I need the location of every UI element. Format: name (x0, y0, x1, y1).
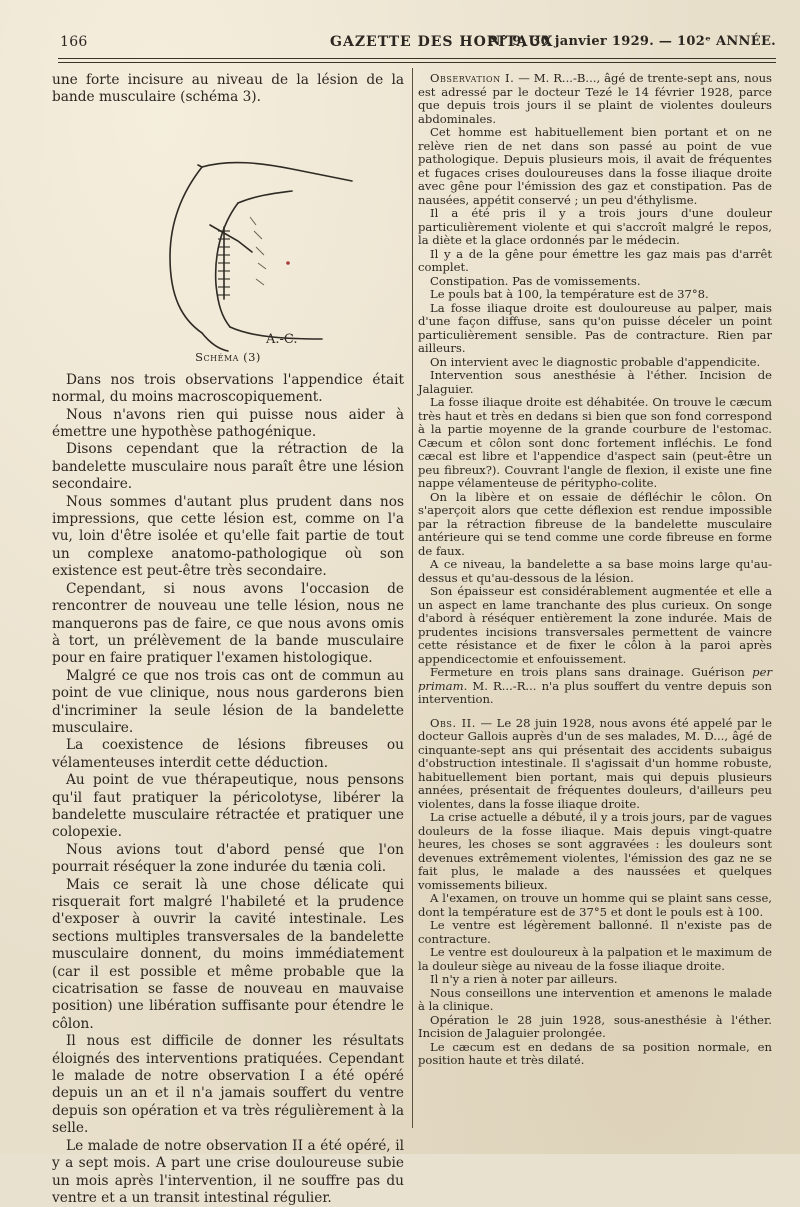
paragraph: une forte incisure au niveau de la lésion de la bande musculaire (schéma 3). (52, 72, 404, 106)
caption-label: Schéma (195, 349, 239, 364)
paragraph: On la libère et on essaie de défléchir le côlon. On s'aperçoit alors que cette déflexion est rendue impossible par la rétraction fibreuse de la bandelette musculaire antérieure qui se tend comme une corde fibreuse en forme de faux. (418, 489, 772, 558)
column-divider (412, 68, 413, 1128)
paragraph: Nous sommes d'autant plus prudent dans nos impressions, que cette lésion est, comme on l'a vu, loin d'être isolée et qu'elle fait partie de tout un complexe anatomo-pathologique où son existence est peut-être très secondaire. (52, 493, 404, 580)
text-run-italic: per primam. (418, 665, 772, 693)
paragraph: La coexistence de lésions fibreuses ou vélamenteuses interdit cette déduction. (52, 737, 404, 771)
paragraph: On intervient avec le diagnostic probable d'appendicite. (430, 354, 761, 369)
red-mark (286, 261, 290, 265)
paragraph: Constipation. Pas de vomissements. (430, 273, 641, 288)
paragraph: Le malade de notre observation II a été opéré, il y a sept mois. A part une crise douloureuse subie un mois après l'intervention, il ne souffre pas du ventre et a un transit intestinal régulier. (52, 1137, 404, 1206)
caption-number: (3) (243, 349, 261, 364)
paragraph: Il y a de la gêne pour émettre les gaz mais pas d'arrêt complet. (418, 246, 772, 274)
paragraph: Son épaisseur est considérablement augmentée et elle a un aspect en lame tranchante des plus curieux. On songe d'abord à réséquer entièrement la zone indurée. Mais de prudentes incisions transversales permettent de vaincre cette résistance et de fixer le côlon à la paroi après appendicectomie et enfouissement. (418, 584, 772, 666)
journal-title: GAZETTE DES HOPITAUX (330, 34, 554, 50)
paragraph: Dans nos trois observations l'appendice était normal, du moins macroscopiquement. (52, 371, 404, 406)
colon-sketch-drawing (52, 107, 404, 352)
figure-schema-3 (52, 107, 404, 352)
paragraph (418, 666, 772, 707)
paragraph: A ce niveau, la bandelette a sa base moins large qu'au-dessus et qu'au-dessous de la lésion. (418, 557, 772, 585)
paragraph: Le ventre est douloureux à la palpation et le maximum de la douleur siège au niveau de la fosse iliaque droite. (418, 945, 772, 973)
right-column (418, 72, 772, 1068)
paragraph: Il a été pris il y a trois jours d'une douleur particulièrement violente et qui s'accroît malgré le repos, la diète et la glace ordonnés par le médecin. (418, 206, 772, 247)
paragraph: Opération le 28 juin 1928, sous-anesthésie à l'éther. Incision de Jalaguier prolongée. (418, 1012, 772, 1040)
observation-2-label: Obs. II. (430, 715, 476, 730)
paragraph: La crise actuelle a débuté, il y a trois jours, par de vagues douleurs de la fosse iliaque. Mais depuis vingt-quatre heures, les choses se sont aggravées : les douleurs sont devenues extrêmement violentes, l'émission des gaz ne se fait plus, le malade a des naussées et quelques vomissements bilieux. (418, 810, 772, 892)
paragraph: Malgré ce que nos trois cas ont de commun au point de vue clinique, nous nous garderons bien d'incriminer la seule lésion de la bandelette musculaire. (52, 667, 404, 736)
paragraph: La fosse iliaque droite est douloureuse au palper, mais d'une façon diffuse, sans qu'on puisse déceler un point particulièrement sensible. Pas de contracture. Rien par ailleurs. (418, 300, 772, 355)
observation-1-text: — M. R...-B..., âgé de trente-sept ans, nous est adressé par le docteur Tezé le 14 février 1928, parce que depuis trois jours il se plaint de violentes douleurs abdominales. (418, 71, 772, 126)
paragraph: Nous n'avons rien qui puisse nous aider à émettre une hypothèse pathogénique. (52, 406, 404, 441)
figure-caption (52, 350, 404, 364)
header-rule-thin (58, 62, 776, 63)
paragraph: Le ventre est légèrement ballonné. Il n'existe pas de contracture. (418, 918, 772, 946)
paragraph: Le pouls bat à 100, la température est de 37°8. (430, 287, 709, 301)
paragraph: La fosse iliaque droite est déhabitée. On trouve le cæcum très haut et très en dedans si bien que son fond correspond à la partie moyenne de la grande courbure de l'estomac. Cæcum et côlon sont donc fortement infléchis. Le fond cæcal est libre et l'appendice d'aspect sain (peut-être un peu fibreux?). Couvrant l'angle de flexion, il existe une fine nappe vélamenteuse de péritypho-colite. (418, 395, 772, 490)
paragraph: Nous conseillons une intervention et amenons le malade à la clinique. (418, 985, 772, 1013)
paragraph: Au point de vue thérapeutique, nous pensons qu'il faut pratiquer la péricolotyse, libérer la bandelette musculaire rétractée et pratiquer une colopexie. (52, 772, 404, 841)
paragraph: Cet homme est habituellement bien portant et on ne relève rien de net dans son passé au point de vue pathologique. Depuis plusieurs mois, il avait de fréquentes et fugaces crises douloureuses dans la fosse iliaque droite avec gêne pour l'émission des gaz et constipation. Pas de nausées, appétit conservé ; un peu d'éthylisme. (418, 125, 772, 207)
paragraph: Mais ce serait là une chose délicate qui risquerait fort malgré l'habileté et la prudence d'exposer à ouvrir la cavité intestinale. Les sections multiples transversales de la bandelette musculaire donnent, du moins immédiatement (car il est possible et même probable que la cicatrisation se fasse de nouveau en mauvaise position) une libération suffisante pour étendre le côlon. (52, 876, 404, 1032)
observation-2-text: — Le 28 juin 1928, nous avons été appelé par le docteur Gallois auprès d'un de ses malades, M. D..., âgé de cinquante-sept ans qui présentait des accidents subaigus d'obstruction intestinale. Il s'agissait d'un homme robuste, habituellement bien portant, mais qui depuis plusieurs années, présentait de fréquentes douleurs, d'ailleurs peu violentes, dans la fosse iliaque droite. (418, 715, 772, 811)
issue-info: N° 9, 30 janvier 1929. — 102ᵉ ANNÉE. (488, 34, 776, 49)
observation-2-intro (418, 717, 772, 812)
paragraph: Il nous est difficile de donner les résultats éloignés des interventions pratiquées. Cependant le malade de notre observation I a été opéré depuis un an et il n'a jamais souffert du ventre depuis son opération et va très régulièrement à la selle. (52, 1033, 404, 1137)
left-column (52, 72, 404, 1207)
header-rule (58, 58, 776, 59)
figure-signature: A.-C. (266, 331, 298, 347)
paragraph: A l'examen, on trouve un homme qui se plaint sans cesse, dont la température est de 37°5 et dont le pouls est à 100. (418, 891, 772, 919)
paragraph: Le cæcum est en dedans de sa position normale, en position haute et très dilaté. (418, 1039, 772, 1067)
paragraph: Intervention sous anesthésie à l'éther. Incision de Jalaguier. (418, 368, 772, 396)
paragraph: Disons cependant que la rétraction de la bandelette musculaire nous paraît être une lésion secondaire. (52, 441, 404, 493)
observation-1-label: Observation I. (430, 71, 515, 85)
paragraph: Nous avions tout d'abord pensé que l'on pourrait réséquer la zone indurée du tænia coli. (52, 841, 404, 876)
page-header (58, 30, 776, 56)
page-number: 166 (60, 34, 88, 50)
paragraph: Il n'y a rien à noter par ailleurs. (430, 972, 618, 986)
observation-1-intro (418, 72, 772, 126)
text-run: Fermeture en trois plans sans drainage. Guérison (430, 665, 753, 679)
text-run: M. R...-R... n'a plus souffert du ventre depuis son intervention. (418, 678, 772, 706)
paragraph: Cependant, si nous avons l'occasion de rencontrer de nouveau une telle lésion, nous ne manquerons pas de faire, ce que nous avons omis à tort, un prélèvement de la bande musculaire pour en faire pratiquer l'examen histologique. (52, 580, 404, 667)
